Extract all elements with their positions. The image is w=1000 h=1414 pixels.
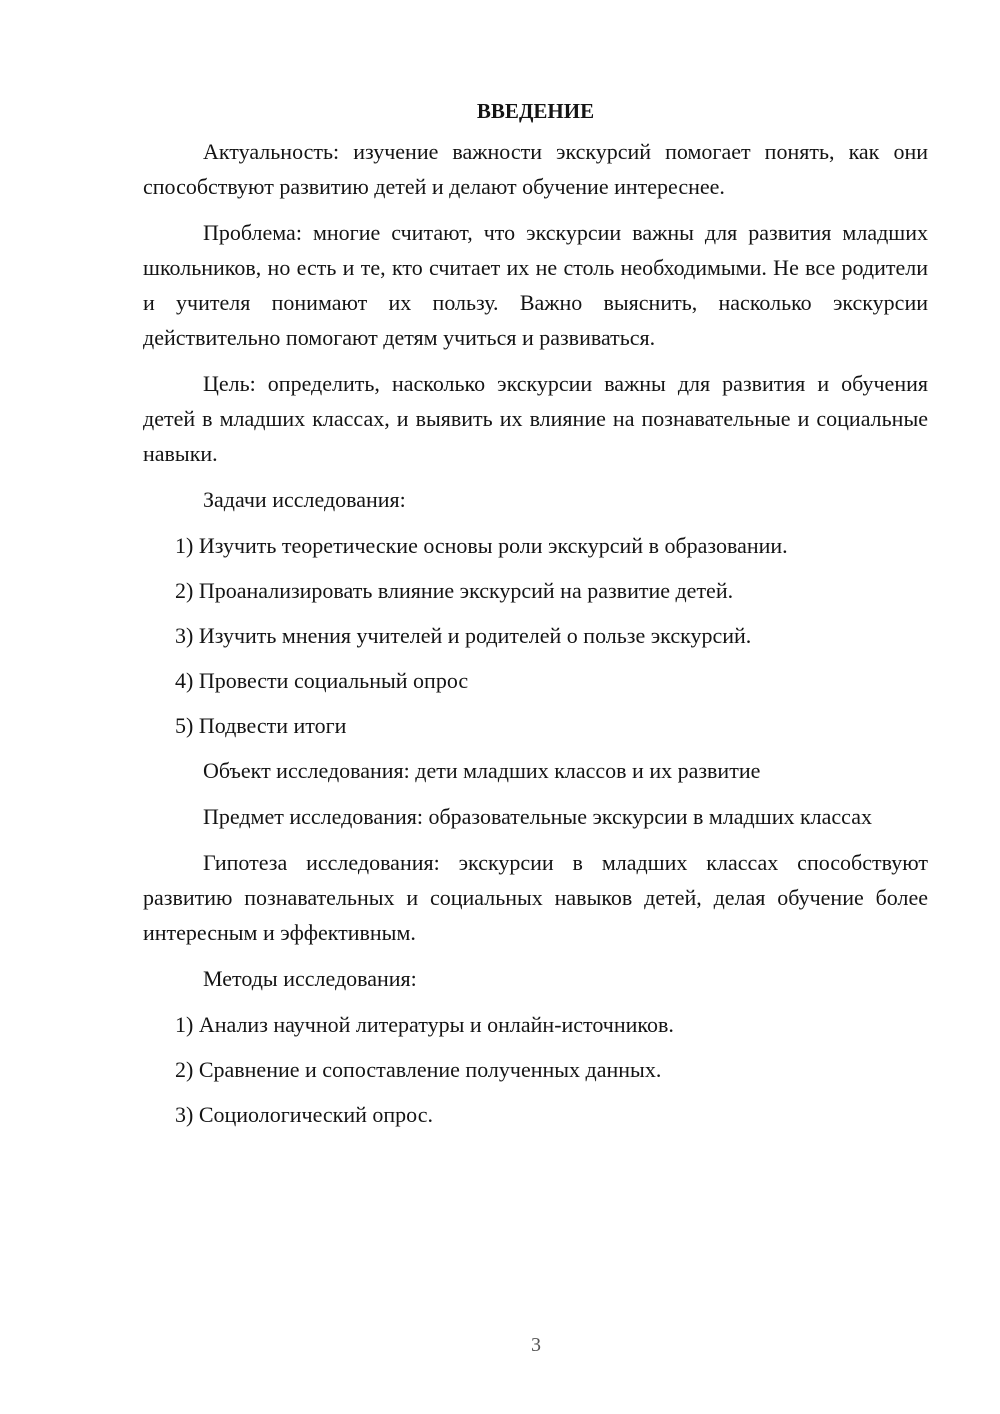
list-item: 3) Социологический опрос. [175,1102,433,1127]
list-item: 2) Сравнение и сопоставление полученных данных. [175,1057,662,1082]
tasks-list [143,528,928,743]
tasks-heading: Задачи исследования: [203,487,406,512]
methods-list [143,1007,928,1132]
list-item: 5) Подвести итоги [175,713,347,738]
hypothesis-paragraph: Гипотеза исследования: экскурсии в младших классах способствуют развитию познавательных и социальных навыков детей, делая обучение более интересным и эффективным. [143,850,928,945]
page-title: ВВЕДЕНИЕ [476,99,595,123]
list-item: 1) Анализ научной литературы и онлайн-источников. [175,1012,674,1037]
list-item: 4) Провести социальный опрос [175,668,469,693]
actuality-paragraph: Актуальность: изучение важности экскурсий помогает понять, как они способствуют развитию детей и делают обучение интереснее. [143,139,928,199]
page-number: 3 [531,1334,541,1356]
problem-paragraph: Проблема: многие считают, что экскурсии важны для развития младших школьников, но есть и те, кто считает их не столь необходимыми. Не все родители и учителя понимают их пользу. Важно выяснить, насколько экскурсии действительно помогают детям учиться и развиваться. [143,220,928,350]
document-page [143,96,928,1142]
methods-heading: Методы исследования: [203,966,417,991]
goal-paragraph: Цель: определить, насколько экскурсии важны для развития и обучения детей в младших классах, и выявить их влияние на познавательные и социальные навыки. [143,371,928,466]
list-item: 3) Изучить мнения учителей и родителей о пользе экскурсий. [175,623,752,648]
object-paragraph: Объект исследования: дети младших классов и их развитие [203,758,761,783]
subject-paragraph: Предмет исследования: образовательные экскурсии в младших классах [203,804,872,829]
list-item: 2) Проанализировать влияние экскурсий на развитие детей. [175,578,734,603]
list-item: 1) Изучить теоретические основы роли экскурсий в образовании. [175,533,788,558]
